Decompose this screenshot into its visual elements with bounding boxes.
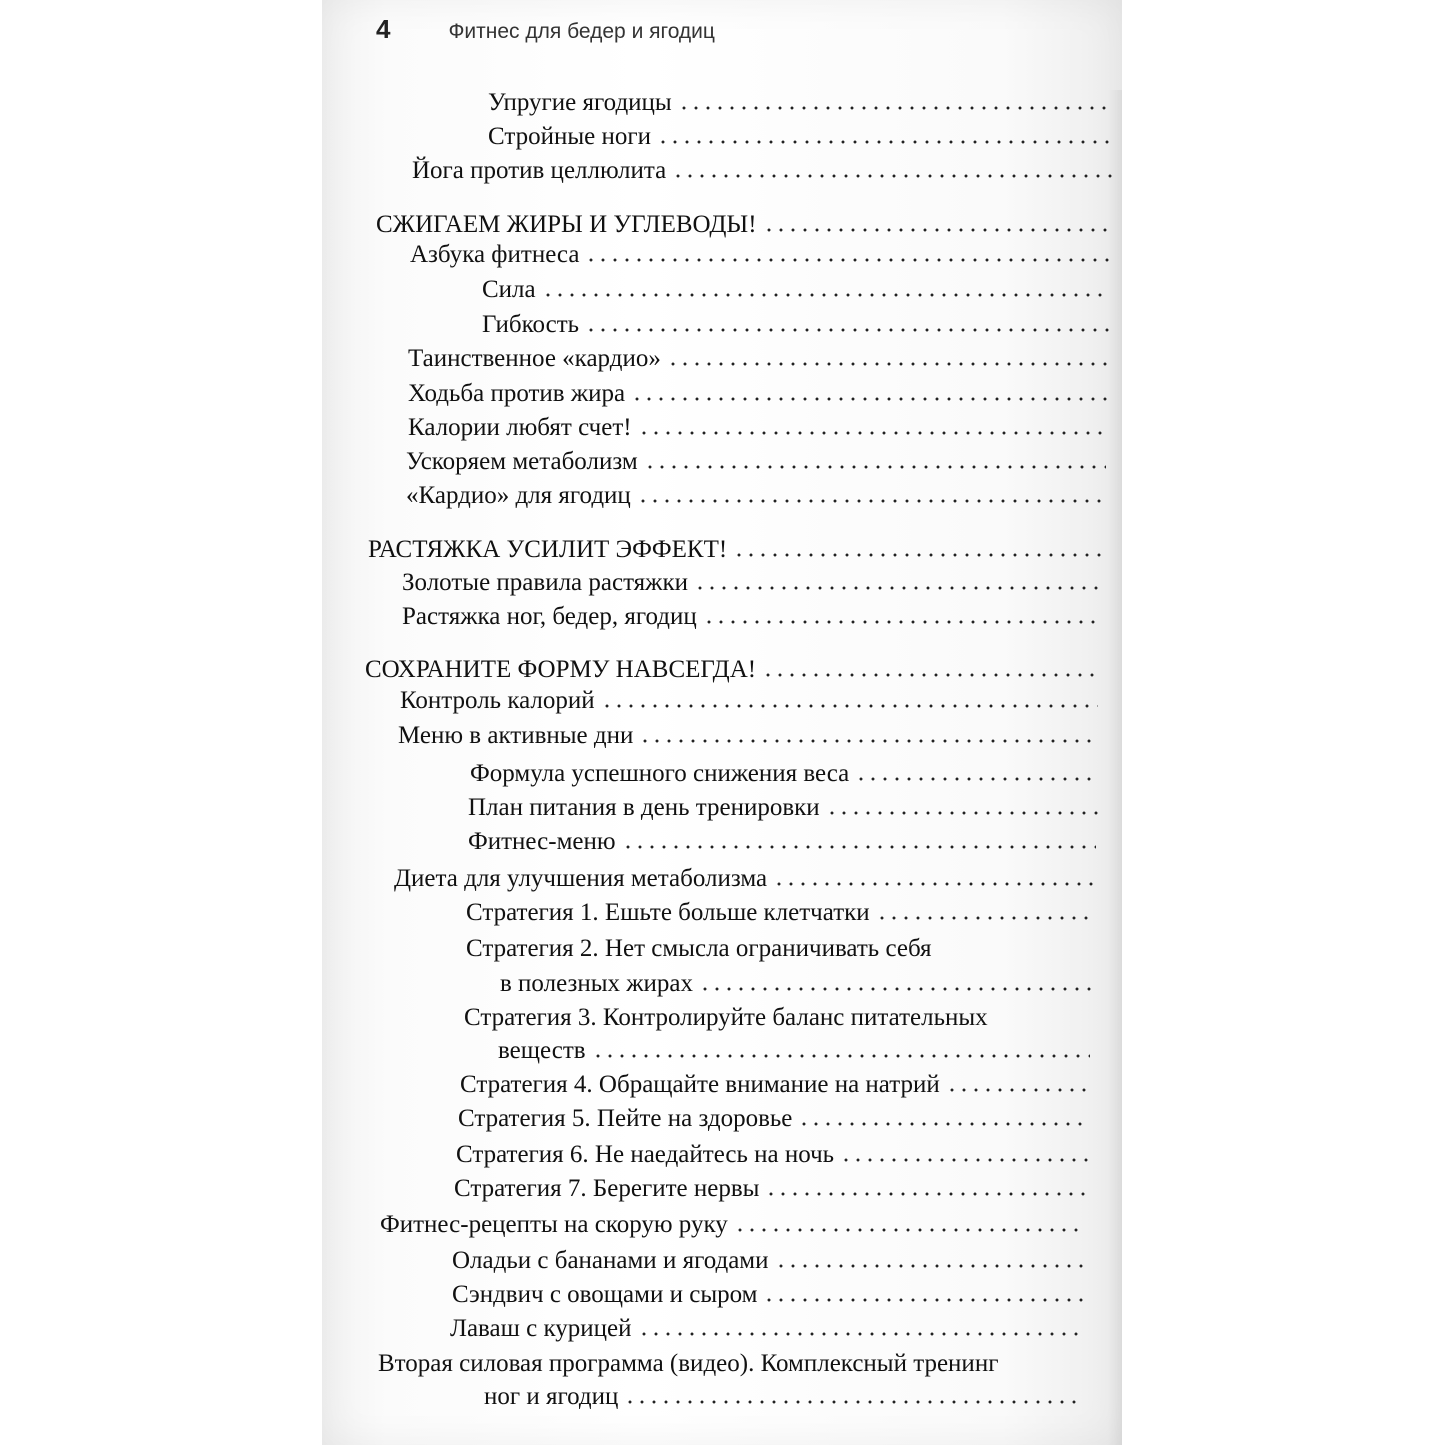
toc-entry [456, 1140, 1088, 1170]
toc-entry [408, 413, 1108, 443]
dot-leader [637, 497, 1106, 505]
toc-entry-title: Ускоряем метаболизм [406, 448, 638, 475]
toc-entry-title: Сэндвич с овощами и сыром [452, 1281, 758, 1308]
toc-entry [452, 1280, 1084, 1310]
dot-leader [631, 395, 1108, 403]
toc-entry [380, 1210, 1086, 1240]
dot-leader [763, 1296, 1084, 1304]
toc-entry [460, 1070, 1090, 1100]
toc-entry [408, 379, 1108, 409]
toc-entry-title: Формула успешного снижения веса [470, 760, 850, 787]
dot-leader [798, 1120, 1088, 1128]
toc-entry-title: Йога против целлюлита [412, 157, 667, 184]
dot-leader [765, 1190, 1086, 1198]
toc-entry-title: План питания в день тренировки [468, 794, 820, 821]
toc-entry [482, 310, 1110, 340]
toc-entry-title: Оладьи с бананами и ягодами [452, 1247, 769, 1274]
toc-entry [402, 568, 1102, 598]
dot-leader [763, 226, 1110, 234]
toc-entry [454, 1174, 1086, 1204]
dot-leader [638, 429, 1108, 437]
dot-leader [694, 584, 1102, 592]
toc-entry-title: Фитнес-меню [468, 828, 616, 855]
dot-leader [699, 985, 1092, 993]
dot-leader [601, 702, 1098, 710]
toc-entry-title: Стратегия 5. Пейте на здоровье [458, 1105, 793, 1132]
toc-entry-title: Таинственное «кардио» [408, 345, 661, 372]
dot-leader [585, 326, 1110, 334]
toc-entry-title: Стратегия 3. Контролируйте баланс питательных [464, 1004, 988, 1031]
toc-entry-title: Стратегия 6. Не наедайтесь на ночь [456, 1141, 835, 1168]
toc-entry-title: Азбука фитнеса [410, 241, 580, 268]
toc-entry-title: в полезных жирах [500, 970, 694, 997]
toc-entry-title: Меню в активные дни [398, 722, 634, 749]
toc-entry-title: Золотые правила растяжки [402, 569, 688, 596]
dot-leader [639, 737, 1098, 745]
dot-leader [672, 172, 1112, 180]
dot-leader [542, 291, 1110, 299]
toc-entry [400, 686, 1098, 716]
toc-entry [394, 864, 1096, 894]
toc-entry [468, 793, 1098, 823]
dot-leader [734, 1226, 1086, 1234]
toc-entry [466, 934, 932, 964]
toc-entry-title: СОХРАНИТЕ ФОРМУ НАВСЕГДА! [365, 656, 757, 683]
toc-entry [376, 210, 1110, 240]
toc-entry [406, 447, 1106, 477]
dot-leader [638, 1330, 1085, 1338]
toc-entry [452, 1246, 1086, 1276]
toc-entry-title: Диета для улучшения метаболизма [394, 865, 768, 892]
toc-entry [488, 122, 1112, 152]
dot-leader [592, 1052, 1090, 1060]
toc-entry [402, 602, 1102, 632]
toc-entry-title: Растяжка ног, бедер, ягодиц [402, 603, 697, 630]
toc-entry [458, 1104, 1088, 1134]
toc-entry [498, 1036, 1090, 1066]
dot-leader [733, 551, 1104, 559]
page-number: 4 [376, 14, 391, 44]
toc-entry-title: СЖИГАЕМ ЖИРЫ И УГЛЕВОДЫ! [376, 211, 757, 238]
toc-entry-title: «Кардио» для ягодиц [406, 482, 631, 509]
dot-leader [622, 843, 1096, 851]
toc-entry-title: Стратегия 2. Нет смысла ограничивать себя [466, 935, 932, 962]
dot-leader [657, 138, 1112, 146]
toc-entry [412, 156, 1112, 186]
toc-entry-title: Лаваш с курицей [450, 1315, 632, 1342]
toc-entry [410, 240, 1110, 270]
dot-leader [855, 775, 1098, 783]
toc-entry [484, 1382, 1082, 1412]
toc-entry [500, 969, 1092, 999]
toc-entry [470, 759, 1098, 789]
dot-leader [876, 914, 1094, 922]
dot-leader [644, 463, 1106, 471]
toc-entry-title: Ходьба против жира [408, 380, 626, 407]
dot-leader [946, 1086, 1090, 1094]
toc-entry-title: Сила [482, 276, 536, 303]
toc-entry-title: Стройные ноги [488, 123, 651, 150]
toc-entry-title: Фитнес-рецепты на скорую руку [380, 1211, 728, 1238]
toc-entry-title: Упругие ягодицы [488, 89, 672, 116]
toc-entry [378, 1349, 998, 1379]
toc-entry-title: Стратегия 7. Берегите нервы [454, 1175, 760, 1202]
toc-entry [408, 344, 1108, 374]
toc-entry [365, 655, 1100, 685]
toc-entry-title: веществ [498, 1037, 586, 1064]
dot-leader [678, 104, 1112, 112]
toc-entry [450, 1314, 1084, 1344]
toc-entry [482, 275, 1110, 305]
dot-leader [840, 1156, 1088, 1164]
toc-entry [398, 721, 1098, 751]
dot-leader [585, 256, 1110, 264]
dot-leader [773, 880, 1096, 888]
toc-entry-title: Калории любят счет! [408, 414, 632, 441]
dot-leader [775, 1262, 1087, 1270]
toc-entry [368, 535, 1104, 565]
toc-entry-title: Контроль калорий [400, 687, 595, 714]
toc-entry [406, 481, 1106, 511]
dot-leader [624, 1398, 1082, 1406]
toc-entry-title: Гибкость [482, 311, 580, 338]
running-head: Фитнес для бедер и ягодиц [448, 20, 715, 43]
toc-entry [464, 1003, 988, 1033]
toc-entry-title: Стратегия 4. Обращайте внимание на натрий [460, 1071, 940, 1098]
dot-leader [667, 360, 1108, 368]
toc-entry-title: Вторая силовая программа (видео). Комплексный тренинг [378, 1350, 999, 1377]
toc-entry [466, 898, 1094, 928]
toc-entry [488, 88, 1112, 118]
toc-entry-title: Стратегия 1. Ешьте больше клетчатки [466, 899, 870, 926]
toc-entry-title: ног и ягодиц [484, 1383, 619, 1410]
dot-leader [826, 809, 1098, 817]
dot-leader [703, 618, 1102, 626]
dot-leader [762, 671, 1100, 679]
toc-entry [468, 827, 1096, 857]
toc-entry-title: РАСТЯЖКА УСИЛИТ ЭФФЕКТ! [368, 536, 728, 563]
